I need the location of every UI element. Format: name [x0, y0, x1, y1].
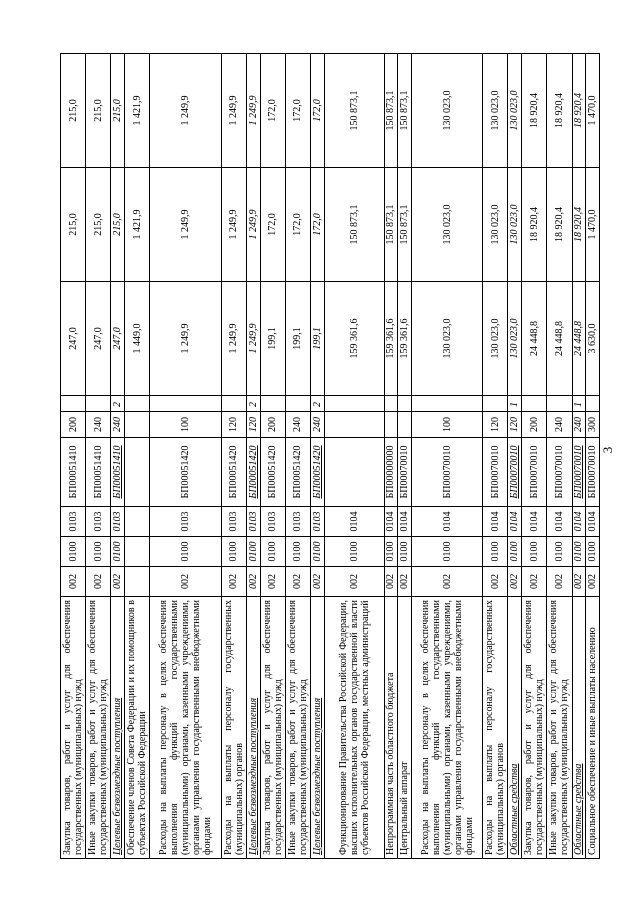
- expense-type-code: 200: [61, 412, 86, 438]
- subsection-code: 0103: [61, 507, 86, 537]
- amount-third: 172,0: [310, 54, 324, 168]
- subsection-code: 0103: [221, 507, 246, 537]
- amount-third: 130 023,0: [483, 54, 508, 168]
- source-code: [522, 396, 547, 412]
- grbs-code: 002: [285, 567, 310, 597]
- expense-type-code: 240: [111, 412, 125, 438]
- grbs-code: 002: [508, 567, 522, 597]
- target-article-code: БП00070010: [483, 438, 508, 507]
- source-code: [384, 396, 398, 412]
- amount-third: 18 920,4: [522, 54, 547, 168]
- section-code: 0100: [61, 537, 86, 567]
- grbs-code: 002: [260, 567, 285, 597]
- target-article-code: БП00070010: [398, 438, 412, 507]
- target-article-code: [125, 438, 150, 507]
- row-description: Центральный аппарат: [398, 597, 412, 859]
- grbs-code: 002: [86, 567, 111, 597]
- target-article-code: БП00051420: [221, 438, 246, 507]
- amount-first: 130 023,0: [411, 282, 482, 396]
- expense-type-code: 120: [483, 412, 508, 438]
- row-description: Областные средства: [508, 597, 522, 859]
- target-article-code: [324, 438, 384, 507]
- row-description: Закупка товаров, работ и услуг для обеспечения государственных (муниципальных) нужд: [61, 597, 86, 859]
- row-description: Целевые безвозмездные поступления: [111, 597, 125, 859]
- row-description: Обеспечение членов Совета Федерации и их помощников в субъектах Российской Федерации: [125, 597, 150, 859]
- grbs-code: 002: [384, 567, 398, 597]
- amount-first: 159 361,6: [384, 282, 398, 396]
- source-code: [285, 396, 310, 412]
- source-code: [125, 396, 150, 412]
- target-article-code: БП00051410: [61, 438, 86, 507]
- section-code: 0100: [221, 537, 246, 567]
- row-description: Расходы на выплаты персоналу в целях обеспечения выполнения функций государственными (муниципальными) органами, казенными учреждениями, органами управления государственными внебюджетными фондами: [150, 597, 221, 859]
- table-row: [547, 54, 572, 859]
- subsection-code: 0104: [522, 507, 547, 537]
- amount-first: 159 361,6: [324, 282, 384, 396]
- amount-second: 1 249,9: [150, 168, 221, 282]
- amount-second: 215,0: [86, 168, 111, 282]
- source-code: 1: [572, 396, 586, 412]
- subsection-code: 0103: [260, 507, 285, 537]
- row-description: Расходы на выплаты персоналу государственных (муниципальных) органов: [483, 597, 508, 859]
- amount-third: 1 421,9: [125, 54, 150, 168]
- amount-second: 130 023,0: [411, 168, 482, 282]
- source-code: 1: [508, 396, 522, 412]
- amount-second: 172,0: [285, 168, 310, 282]
- table-row: [586, 54, 600, 859]
- section-code: 0100: [398, 537, 412, 567]
- amount-second: 130 023,0: [508, 168, 522, 282]
- section-code: 0100: [586, 537, 600, 567]
- target-article-code: БП00070010: [508, 438, 522, 507]
- target-article-code: БП00000000: [384, 438, 398, 507]
- table-row: [508, 54, 522, 859]
- target-article-code: БП00070010: [547, 438, 572, 507]
- source-code: [221, 396, 246, 412]
- row-description: Функционирование Правительства Российской Федерации, высших исполнительных органов государственной власти субъектов Российской Федерации, местных администраций: [324, 597, 384, 859]
- grbs-code: 002: [310, 567, 324, 597]
- amount-second: 130 023,0: [483, 168, 508, 282]
- row-description: Иные закупки товаров, работ и услуг для обеспечения государственных (муниципальных) нужд: [86, 597, 111, 859]
- expense-type-code: [384, 412, 398, 438]
- amount-third: 1 249,9: [150, 54, 221, 168]
- section-code: 0100: [483, 537, 508, 567]
- amount-first: 1 249,9: [150, 282, 221, 396]
- grbs-code: 002: [150, 567, 221, 597]
- amount-third: 150 873,1: [324, 54, 384, 168]
- amount-first: 199,1: [310, 282, 324, 396]
- target-article-code: БП00070010: [572, 438, 586, 507]
- amount-third: 215,0: [61, 54, 86, 168]
- grbs-code: 002: [586, 567, 600, 597]
- section-code: 0100: [111, 537, 125, 567]
- budget-table: [60, 53, 600, 859]
- table-row: [572, 54, 586, 859]
- expense-type-code: 240: [86, 412, 111, 438]
- expense-type-code: [324, 412, 384, 438]
- expense-type-code: 240: [572, 412, 586, 438]
- amount-first: 1 449,0: [125, 282, 150, 396]
- target-article-code: БП00070010: [586, 438, 600, 507]
- amount-third: 130 023,0: [508, 54, 522, 168]
- source-code: [61, 396, 86, 412]
- expense-type-code: 200: [522, 412, 547, 438]
- amount-second: 18 920,4: [547, 168, 572, 282]
- expense-type-code: 240: [547, 412, 572, 438]
- amount-third: 172,0: [285, 54, 310, 168]
- amount-third: 150 873,1: [398, 54, 412, 168]
- amount-first: 199,1: [285, 282, 310, 396]
- subsection-code: 0103: [285, 507, 310, 537]
- expense-type-code: 120: [221, 412, 246, 438]
- table-row: [384, 54, 398, 859]
- section-code: 0100: [324, 537, 384, 567]
- expense-type-code: 120: [508, 412, 522, 438]
- table-row: [483, 54, 508, 859]
- expense-type-code: 100: [411, 412, 482, 438]
- amount-second: 150 873,1: [398, 168, 412, 282]
- section-code: [125, 537, 150, 567]
- amount-second: 215,0: [111, 168, 125, 282]
- grbs-code: 002: [246, 567, 260, 597]
- section-code: 0100: [246, 537, 260, 567]
- expense-type-code: 240: [310, 412, 324, 438]
- expense-type-code: [125, 412, 150, 438]
- source-code: [86, 396, 111, 412]
- row-description: Целевые безвозмездные поступления: [310, 597, 324, 859]
- target-article-code: БП00070010: [411, 438, 482, 507]
- table-row: [398, 54, 412, 859]
- row-description: Иные закупки товаров, работ и услуг для обеспечения государственных (муниципальных) нужд: [285, 597, 310, 859]
- amount-third: 18 920,4: [572, 54, 586, 168]
- source-code: [398, 396, 412, 412]
- source-code: [547, 396, 572, 412]
- amount-third: 1 249,9: [246, 54, 260, 168]
- amount-second: 215,0: [61, 168, 86, 282]
- table-body: [61, 54, 600, 859]
- amount-first: 1 249,9: [221, 282, 246, 396]
- table-row: [221, 54, 246, 859]
- subsection-code: 0104: [398, 507, 412, 537]
- amount-first: 247,0: [86, 282, 111, 396]
- subsection-code: 0103: [86, 507, 111, 537]
- target-article-code: БП00051420: [260, 438, 285, 507]
- grbs-code: 002: [547, 567, 572, 597]
- row-description: Расходы на выплаты персоналу государственных (муниципальных) органов: [221, 597, 246, 859]
- rotated-table-frame: [60, 54, 600, 859]
- row-description: Непрограммная часть областного бюджета: [384, 597, 398, 859]
- subsection-code: 0104: [483, 507, 508, 537]
- table-row: [285, 54, 310, 859]
- source-code: [260, 396, 285, 412]
- row-description: Расходы на выплаты персоналу в целях обеспечения выполнения функций государственными (муниципальными) органами, казенными учреждениями, органами управления государственными внебюджетными фондами: [411, 597, 482, 859]
- table-row: [324, 54, 384, 859]
- target-article-code: БП00051420: [285, 438, 310, 507]
- source-code: [586, 396, 600, 412]
- table-row: [150, 54, 221, 859]
- amount-third: 172,0: [260, 54, 285, 168]
- section-code: 0100: [86, 537, 111, 567]
- amount-first: 199,1: [260, 282, 285, 396]
- source-code: 2: [310, 396, 324, 412]
- target-article-code: БП00051420: [150, 438, 221, 507]
- source-code: [150, 396, 221, 412]
- row-description: Иные закупки товаров, работ и услуг для обеспечения государственных (муниципальных) нужд: [547, 597, 572, 859]
- grbs-code: 002: [483, 567, 508, 597]
- amount-first: 130 023,0: [483, 282, 508, 396]
- source-code: 2: [111, 396, 125, 412]
- subsection-code: [125, 507, 150, 537]
- amount-third: 18 920,4: [547, 54, 572, 168]
- grbs-code: 002: [411, 567, 482, 597]
- subsection-code: 0103: [150, 507, 221, 537]
- expense-type-code: 240: [285, 412, 310, 438]
- source-code: [411, 396, 482, 412]
- amount-third: 150 873,1: [384, 54, 398, 168]
- subsection-code: 0103: [310, 507, 324, 537]
- amount-second: 1 470,0: [586, 168, 600, 282]
- subsection-code: 0103: [111, 507, 125, 537]
- subsection-code: 0103: [246, 507, 260, 537]
- section-code: 0100: [384, 537, 398, 567]
- table-row: [411, 54, 482, 859]
- table-row: [111, 54, 125, 859]
- amount-second: 1 249,9: [221, 168, 246, 282]
- expense-type-code: 200: [260, 412, 285, 438]
- expense-type-code: 300: [586, 412, 600, 438]
- section-code: 0100: [285, 537, 310, 567]
- grbs-code: 002: [61, 567, 86, 597]
- amount-first: 24 448,8: [547, 282, 572, 396]
- amount-second: 150 873,1: [324, 168, 384, 282]
- page-number: 3: [600, 446, 615, 454]
- amount-second: 18 920,4: [522, 168, 547, 282]
- target-article-code: БП00051420: [246, 438, 260, 507]
- subsection-code: 0104: [586, 507, 600, 537]
- subsection-code: 0104: [324, 507, 384, 537]
- amount-third: 1 249,9: [221, 54, 246, 168]
- subsection-code: 0104: [384, 507, 398, 537]
- amount-first: 1 249,9: [246, 282, 260, 396]
- section-code: 0100: [260, 537, 285, 567]
- row-description: Закупка товаров, работ и услуг для обеспечения государственных (муниципальных) нужд: [522, 597, 547, 859]
- amount-third: 215,0: [86, 54, 111, 168]
- amount-first: 24 448,8: [572, 282, 586, 396]
- grbs-code: [125, 567, 150, 597]
- row-description: Закупка товаров, работ и услуг для обеспечения государственных (муниципальных) нужд: [260, 597, 285, 859]
- expense-type-code: [398, 412, 412, 438]
- source-code: [483, 396, 508, 412]
- expense-type-code: 100: [150, 412, 221, 438]
- row-description: Областные средства: [572, 597, 586, 859]
- source-code: [324, 396, 384, 412]
- target-article-code: БП00070010: [522, 438, 547, 507]
- section-code: 0100: [547, 537, 572, 567]
- table-row: [61, 54, 86, 859]
- grbs-code: 002: [324, 567, 384, 597]
- source-code: 2: [246, 396, 260, 412]
- section-code: 0100: [310, 537, 324, 567]
- table-row: [246, 54, 260, 859]
- amount-third: 1 470,0: [586, 54, 600, 168]
- target-article-code: БП00051410: [111, 438, 125, 507]
- row-description: Социальное обеспечение и иные выплаты населению: [586, 597, 600, 859]
- amount-first: 247,0: [61, 282, 86, 396]
- grbs-code: 002: [398, 567, 412, 597]
- subsection-code: 0104: [572, 507, 586, 537]
- section-code: 0100: [522, 537, 547, 567]
- grbs-code: 002: [221, 567, 246, 597]
- amount-second: 172,0: [260, 168, 285, 282]
- amount-first: 159 361,6: [398, 282, 412, 396]
- grbs-code: 002: [522, 567, 547, 597]
- grbs-code: 002: [572, 567, 586, 597]
- table-row: [125, 54, 150, 859]
- section-code: 0100: [508, 537, 522, 567]
- amount-first: 24 448,8: [522, 282, 547, 396]
- section-code: 0100: [572, 537, 586, 567]
- table-row: [86, 54, 111, 859]
- target-article-code: БП00051410: [86, 438, 111, 507]
- subsection-code: 0104: [411, 507, 482, 537]
- section-code: 0100: [411, 537, 482, 567]
- amount-third: 130 023,0: [411, 54, 482, 168]
- amount-first: 130 023,0: [508, 282, 522, 396]
- grbs-code: 002: [111, 567, 125, 597]
- row-description: Целевые безвозмездные поступления: [246, 597, 260, 859]
- amount-first: 3 630,0: [586, 282, 600, 396]
- subsection-code: 0104: [508, 507, 522, 537]
- amount-second: 18 920,4: [572, 168, 586, 282]
- amount-second: 1 249,9: [246, 168, 260, 282]
- subsection-code: 0104: [547, 507, 572, 537]
- amount-third: 215,0: [111, 54, 125, 168]
- table-row: [522, 54, 547, 859]
- target-article-code: БП00051420: [310, 438, 324, 507]
- table-row: [260, 54, 285, 859]
- table-row: [310, 54, 324, 859]
- amount-second: 150 873,1: [384, 168, 398, 282]
- amount-second: 172,0: [310, 168, 324, 282]
- section-code: 0100: [150, 537, 221, 567]
- amount-second: 1 421,9: [125, 168, 150, 282]
- amount-first: 247,0: [111, 282, 125, 396]
- expense-type-code: 120: [246, 412, 260, 438]
